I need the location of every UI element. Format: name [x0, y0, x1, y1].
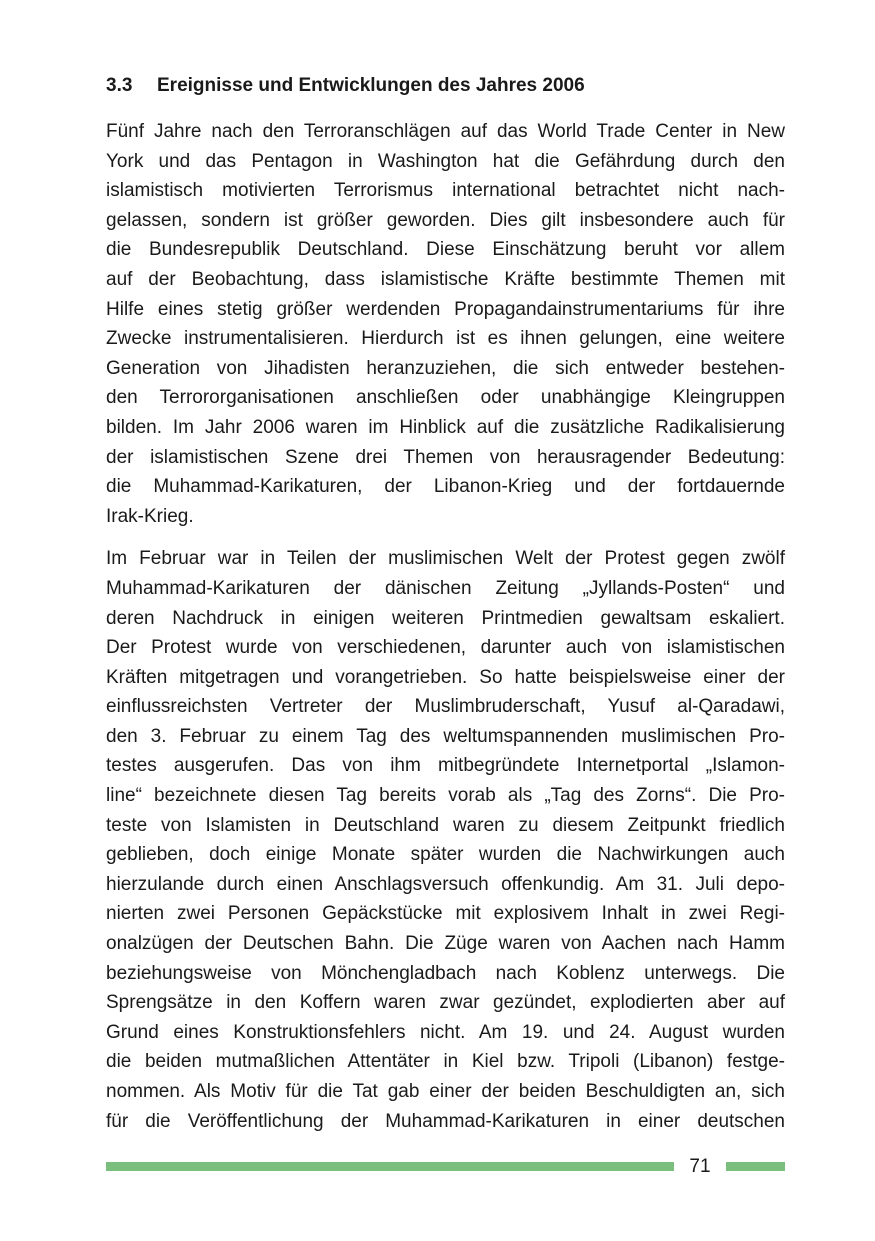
text-line: Fünf Jahre nach den Terroranschlägen auf das World Trade Center in New	[106, 121, 785, 142]
text-line: die Muhammad-Karikaturen, der Libanon-Krieg und der fortdauernde	[106, 476, 785, 498]
text-line: onalzügen der Deutschen Bahn. Die Züge waren von Aachen nach Hamm	[106, 933, 785, 955]
text-line: York und das Pentagon in Washington hat die Gefährdung durch den	[106, 150, 785, 172]
section-heading	[106, 72, 785, 100]
text-line: die beiden mutmaßlichen Attentäter in Kiel bzw. Tripoli (Libanon) festge-	[106, 1051, 785, 1073]
page-number: 71	[689, 1156, 711, 1177]
text-line: Sprengsätze in den Koffern waren zwar gezündet, explodierten aber auf	[106, 992, 785, 1014]
paragraph	[106, 117, 785, 531]
text-line: islamistisch motivierten Terrorismus international betrachtet nicht nach-	[106, 180, 785, 202]
text-line: bilden. Im Jahr 2006 waren im Hinblick auf die zusätzliche Radikalisierung	[106, 416, 785, 438]
text-line: deren Nachdruck in einigen weiteren Printmedien gewaltsam eskaliert.	[106, 607, 785, 629]
text-line: teste von Islamisten in Deutschland waren zu diesem Zeitpunkt friedlich	[106, 814, 785, 836]
text-line: line“ bezeichnete diesen Tag bereits vorab als „Tag des Zorns“. Die Pro-	[106, 785, 785, 807]
text-line: Hilfe eines stetig größer werdenden Propagandainstrumentariums für ihre	[106, 298, 785, 320]
page-content	[106, 72, 785, 1149]
text-line: Grund eines Konstruktionsfehlers nicht. Am 19. und 24. August wurden	[106, 1021, 785, 1043]
text-line: nierten zwei Personen Gepäckstücke mit explosivem Inhalt in zwei Regi-	[106, 903, 785, 925]
text-line: hierzulande durch einen Anschlagsversuch offenkundig. Am 31. Juli depo-	[106, 873, 785, 895]
text-line: auf der Beobachtung, dass islamistische Kräfte bestimmte Themen mit	[106, 268, 785, 290]
text-line: für die Veröffentlichung der Muhammad-Karikaturen in einer deutschen	[106, 1110, 785, 1132]
text-line: Der Protest wurde von verschiedenen, darunter auch von islamistischen	[106, 637, 785, 659]
footer-rule-left	[106, 1162, 674, 1171]
text-line: Irak-Krieg.	[106, 505, 194, 527]
text-line: beziehungsweise von Mönchengladbach nach Koblenz unterwegs. Die	[106, 962, 785, 984]
text-line: testes ausgerufen. Das von ihm mitbegründete Internetportal „Islamon-	[106, 755, 785, 777]
body-text	[106, 117, 785, 1136]
text-line: geblieben, doch einige Monate später wurden die Nachwirkungen auch	[106, 844, 785, 866]
text-line: Kräften mitgetragen und vorangetrieben. So hatte beispielsweise einer der	[106, 666, 785, 688]
text-line: den 3. Februar zu einem Tag des weltumspannenden muslimischen Pro-	[106, 725, 785, 747]
text-line: einflussreichsten Vertreter der Muslimbruderschaft, Yusuf al-Qaradawi,	[106, 696, 785, 718]
text-line: die Bundesrepublik Deutschland. Diese Einschätzung beruht vor allem	[106, 239, 785, 261]
text-line: der islamistischen Szene drei Themen von herausragender Bedeutung:	[106, 446, 785, 468]
footer-rule-right	[726, 1162, 785, 1171]
section-number: 3.3	[106, 75, 133, 96]
text-line: Im Februar war in Teilen der muslimischen Welt der Protest gegen zwölf	[106, 548, 785, 570]
text-line: Generation von Jihadisten heranzuziehen, die sich entweder bestehen-	[106, 357, 785, 379]
text-line: Muhammad-Karikaturen der dänischen Zeitung „Jyllands-Posten“ und	[106, 577, 785, 599]
text-line: den Terrororganisationen anschließen oder unabhängige Kleingruppen	[106, 387, 785, 409]
page-footer	[106, 1153, 785, 1181]
text-line: gelassen, sondern ist größer geworden. Dies gilt insbesondere auch für	[106, 209, 785, 231]
section-title: Ereignisse und Entwicklungen des Jahres 2006	[157, 75, 585, 96]
paragraph	[106, 544, 785, 1136]
text-line: nommen. Als Motiv für die Tat gab einer der beiden Beschuldigten an, sich	[106, 1081, 785, 1102]
text-line: Zwecke instrumentalisieren. Hierdurch ist es ihnen gelungen, eine weitere	[106, 328, 785, 350]
